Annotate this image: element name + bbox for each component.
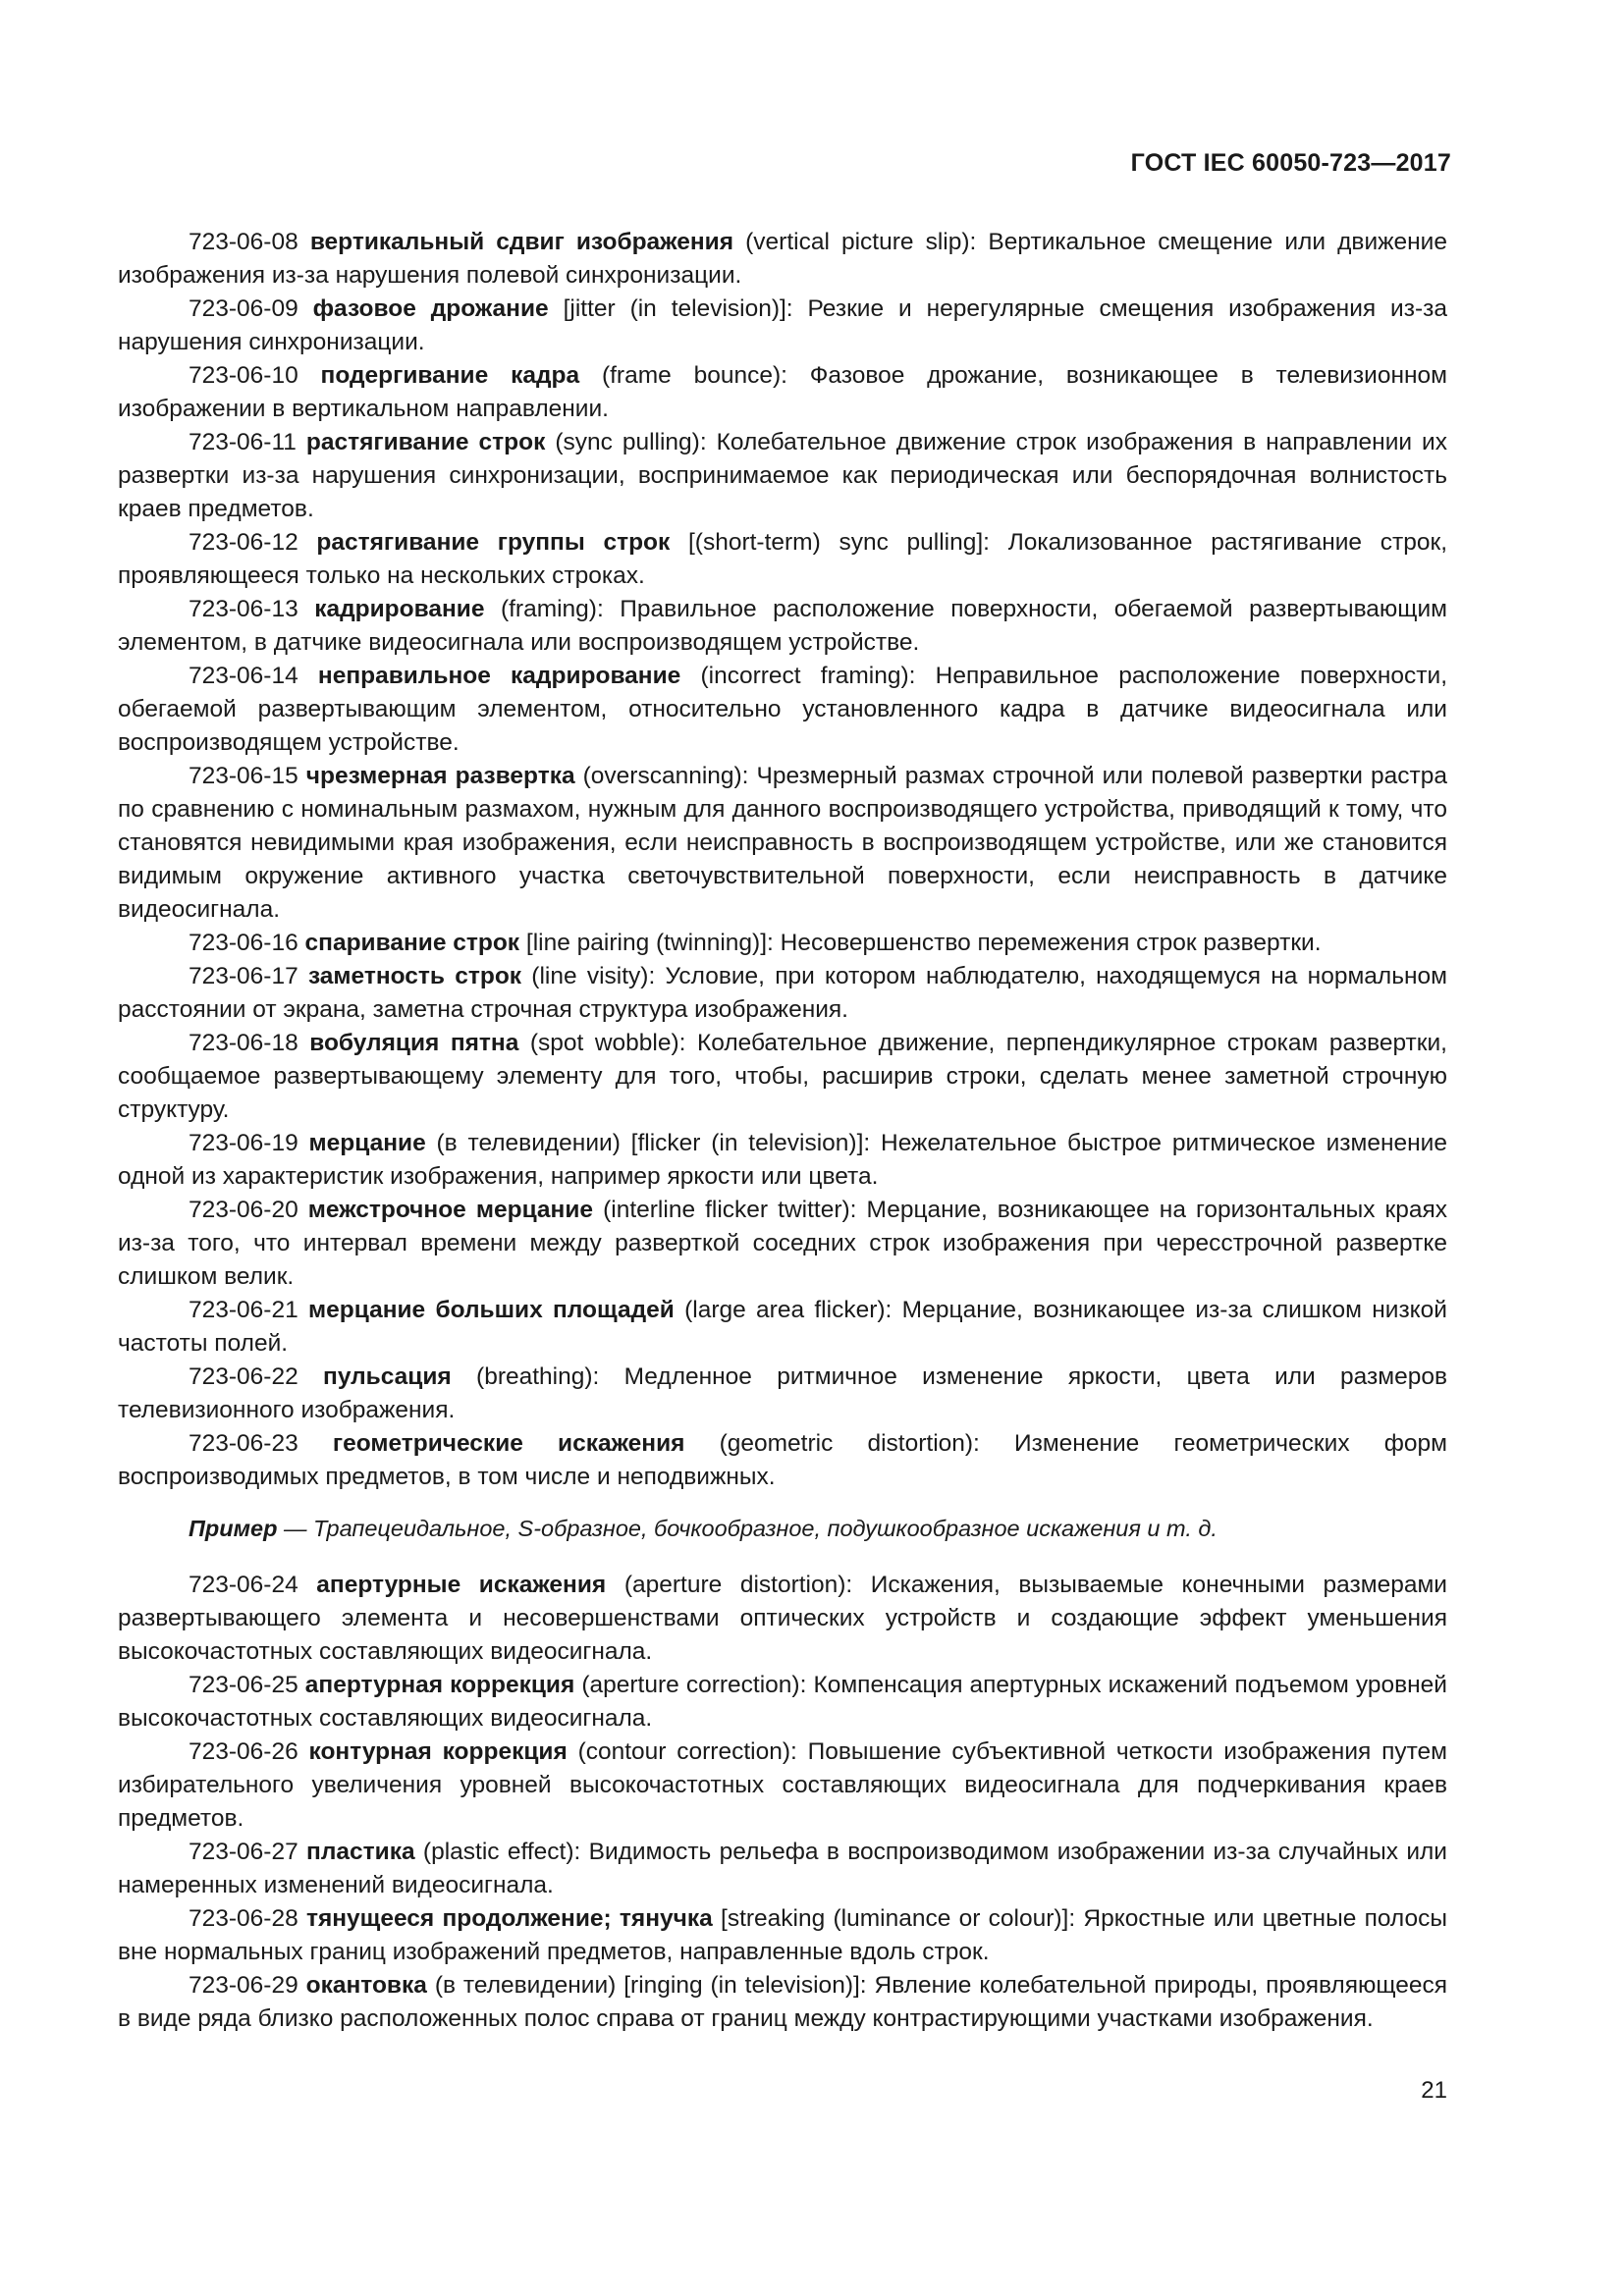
term-name: окантовка [305, 1972, 427, 1999]
term-name: апертурная коррекция [304, 1672, 575, 1698]
term-definition: (overscanning): Чрезмерный размах строчной или полевой развертки растра по сравнению с номинальным размахом, нужным для данного воспроизводящего устройства, приводящий к тому, что становятся невидимыми края изображения, если неисправность в воспроизводящем устройстве, или же становится видимым окружение активного участка светочувствительной поверхности, если неисправность в датчике видеосигнала. [118, 763, 1447, 923]
term-definition: (contour correction): Повышение субъективной четкости изображения путем избирательного увеличения уровней высокочастотных составляющих видеосигнала для подчеркивания краев предметов. [118, 1738, 1448, 1832]
term-entry [118, 1836, 1447, 1902]
term-number: 723-06-28 [189, 1905, 298, 1932]
term-entry [118, 1427, 1447, 1494]
term-name: тянущееся продолжение; тянучка [305, 1905, 713, 1932]
term-number: 723-06-16 [189, 930, 298, 956]
page-number: 21 [1421, 2077, 1447, 2104]
term-entry [118, 593, 1447, 660]
term-name: чрезмерная развертка [305, 763, 575, 789]
entries-list-1 [118, 226, 1447, 1494]
term-definition: (vertical picture slip): Вертикальное смещение или движение изображения из-за нарушения полевой синхронизации. [118, 229, 1447, 289]
term-number: 723-06-18 [189, 1030, 298, 1056]
term-name: вобуляция пятна [309, 1030, 519, 1056]
example-label: Пример [189, 1516, 278, 1541]
term-entry [118, 1294, 1447, 1361]
term-name: апертурные искажения [316, 1572, 607, 1598]
term-number: 723-06-11 [189, 429, 297, 455]
term-definition: (line visity): Условие, при котором наблюдателю, находящемуся на нормальном расстоянии от экрана, заметна строчная структура изображения. [118, 963, 1447, 1023]
term-name: неправильное кадрирование [317, 663, 681, 689]
term-name: мерцание больших площадей [308, 1297, 675, 1323]
term-name: кадрирование [314, 596, 485, 622]
term-definition: (large area flicker): Мерцание, возникающее из-за слишком низкой частоты полей. [118, 1297, 1447, 1357]
term-number: 723-06-17 [189, 963, 298, 989]
term-definition: (aperture correction): Компенсация апертурных искажений подъемом уровней высокочастотных составляющих видеосигнала. [118, 1672, 1447, 1732]
term-name: спаривание строк [304, 930, 520, 956]
term-number: 723-06-21 [189, 1297, 298, 1323]
term-number: 723-06-24 [189, 1572, 298, 1598]
term-name: пульсация [323, 1363, 452, 1390]
term-number: 723-06-25 [189, 1672, 298, 1698]
term-entry [118, 226, 1447, 293]
term-definition: (framing): Правильное расположение поверхности, обегаемой развертывающим элементом, в датчике видеосигнала или воспроизводящем устройстве. [118, 596, 1447, 656]
term-number: 723-06-27 [189, 1839, 298, 1865]
term-entry [118, 1361, 1447, 1427]
term-number: 723-06-08 [189, 229, 298, 255]
term-definition: (sync pulling): Колебательное движение строк изображения в направлении их развертки из-за нарушения синхронизации, воспринимаемое как периодическая или беспорядочная волнистость краев предметов. [118, 429, 1447, 522]
term-number: 723-06-09 [189, 295, 298, 322]
term-name: вертикальный сдвиг изображения [309, 229, 734, 255]
term-name: контурная коррекция [308, 1738, 568, 1765]
term-definition: (incorrect framing): Неправильное расположение поверхности, обегаемой развертывающим элементом, относительно установленного кадра в датчике видеосигнала или воспроизводящем устройстве. [118, 663, 1448, 756]
term-entry [118, 1027, 1447, 1127]
term-number: 723-06-12 [189, 529, 298, 556]
term-entry [118, 1669, 1447, 1735]
term-definition: (breathing): Медленное ритмичное изменение яркости, цвета или размеров телевизионного изображения. [118, 1363, 1447, 1423]
term-entry [118, 359, 1447, 426]
term-entry [118, 927, 1447, 960]
term-entry [118, 426, 1447, 526]
term-definition: (в телевидении) [ringing (in television)]: Явление колебательной природы, проявляющееся в виде ряда близко расположенных полос справа от границ между контрастирующими участками изображения. [118, 1972, 1447, 2032]
term-number: 723-06-23 [189, 1430, 298, 1457]
term-name: подергивание кадра [320, 362, 580, 389]
term-number: 723-06-20 [189, 1197, 298, 1223]
term-entry [118, 760, 1447, 927]
term-number: 723-06-19 [189, 1130, 298, 1156]
term-name: геометрические искажения [332, 1430, 685, 1457]
term-entry [118, 660, 1447, 760]
term-entry [118, 1569, 1447, 1669]
term-definition: (interline flicker twitter): Мерцание, возникающее на горизонтальных краях из-за того, что интервал времени между разверткой соседних строк изображения при чересстрочной развертке слишком велик. [118, 1197, 1448, 1290]
term-entry [118, 1735, 1447, 1836]
term-number: 723-06-22 [189, 1363, 298, 1390]
term-definition: [streaking (luminance or colour)]: Яркостные или цветные полосы вне нормальных границ изображений предметов, направленные вдоль строк. [118, 1905, 1447, 1965]
example-note [118, 1512, 1447, 1545]
example-text: Трапецеидальное, S-образное, бочкообразное, подушкообразное искажения и т. д. [312, 1516, 1218, 1541]
term-definition: [(short-term) sync pulling]: Локализованное растягивание строк, проявляющееся только на нескольких строках. [118, 529, 1447, 589]
term-entry [118, 293, 1447, 359]
term-name: межстрочное мерцание [307, 1197, 594, 1223]
term-entry [118, 1902, 1447, 1969]
term-name: мерцание [308, 1130, 426, 1156]
term-entry [118, 526, 1447, 593]
term-entry [118, 1969, 1447, 2036]
term-number: 723-06-14 [189, 663, 298, 689]
term-name: заметность строк [307, 963, 522, 989]
term-name: растягивание группы строк [316, 529, 671, 556]
term-definition: (spot wobble): Колебательное движение, перпендикулярное строкам развертки, сообщаемое развертывающему элементу для того, чтобы, расширив строки, сделать менее заметной строчную структуру. [118, 1030, 1447, 1123]
term-number: 723-06-26 [189, 1738, 298, 1765]
term-entry [118, 960, 1447, 1027]
term-number: 723-06-15 [189, 763, 298, 789]
term-definition: (в телевидении) [flicker (in television)]: Нежелательное быстрое ритмическое изменение одной из характеристик изображения, например яркости или цвета. [118, 1130, 1447, 1190]
term-definition: [jitter (in television)]: Резкие и нерегулярные смещения изображения из-за нарушения синхронизации. [118, 295, 1447, 355]
term-number: 723-06-10 [189, 362, 298, 389]
term-definition: (frame bounce): Фазовое дрожание, возникающее в телевизионном изображении в вертикальном направлении. [118, 362, 1448, 422]
term-number: 723-06-29 [189, 1972, 298, 1999]
term-definition: (aperture distortion): Искажения, вызываемые конечными размерами развертывающего элемента и несовершенствами оптических устройств и создающие эффект уменьшения высокочастотных составляющих видеосигнала. [118, 1572, 1447, 1665]
term-name: растягивание строк [305, 429, 546, 455]
term-entry [118, 1127, 1447, 1194]
page-header-title: ГОСТ IEC 60050-723—2017 [1130, 149, 1451, 177]
example-dash: — [277, 1516, 313, 1541]
term-name: фазовое дрожание [312, 295, 549, 322]
term-number: 723-06-13 [189, 596, 298, 622]
term-definition: (plastic effect): Видимость рельефа в воспроизводимом изображении из-за случайных или намеренных изменений видеосигнала. [118, 1839, 1447, 1898]
entries-list-2 [118, 1569, 1447, 2036]
document-body [118, 226, 1447, 2036]
term-definition: [line pairing (twinning)]: Несовершенство перемежения строк развертки. [525, 930, 1322, 956]
term-entry [118, 1194, 1447, 1294]
term-definition: (geometric distortion): Изменение геометрических форм воспроизводимых предметов, в том числе и неподвижных. [118, 1430, 1447, 1490]
term-name: пластика [306, 1839, 415, 1865]
